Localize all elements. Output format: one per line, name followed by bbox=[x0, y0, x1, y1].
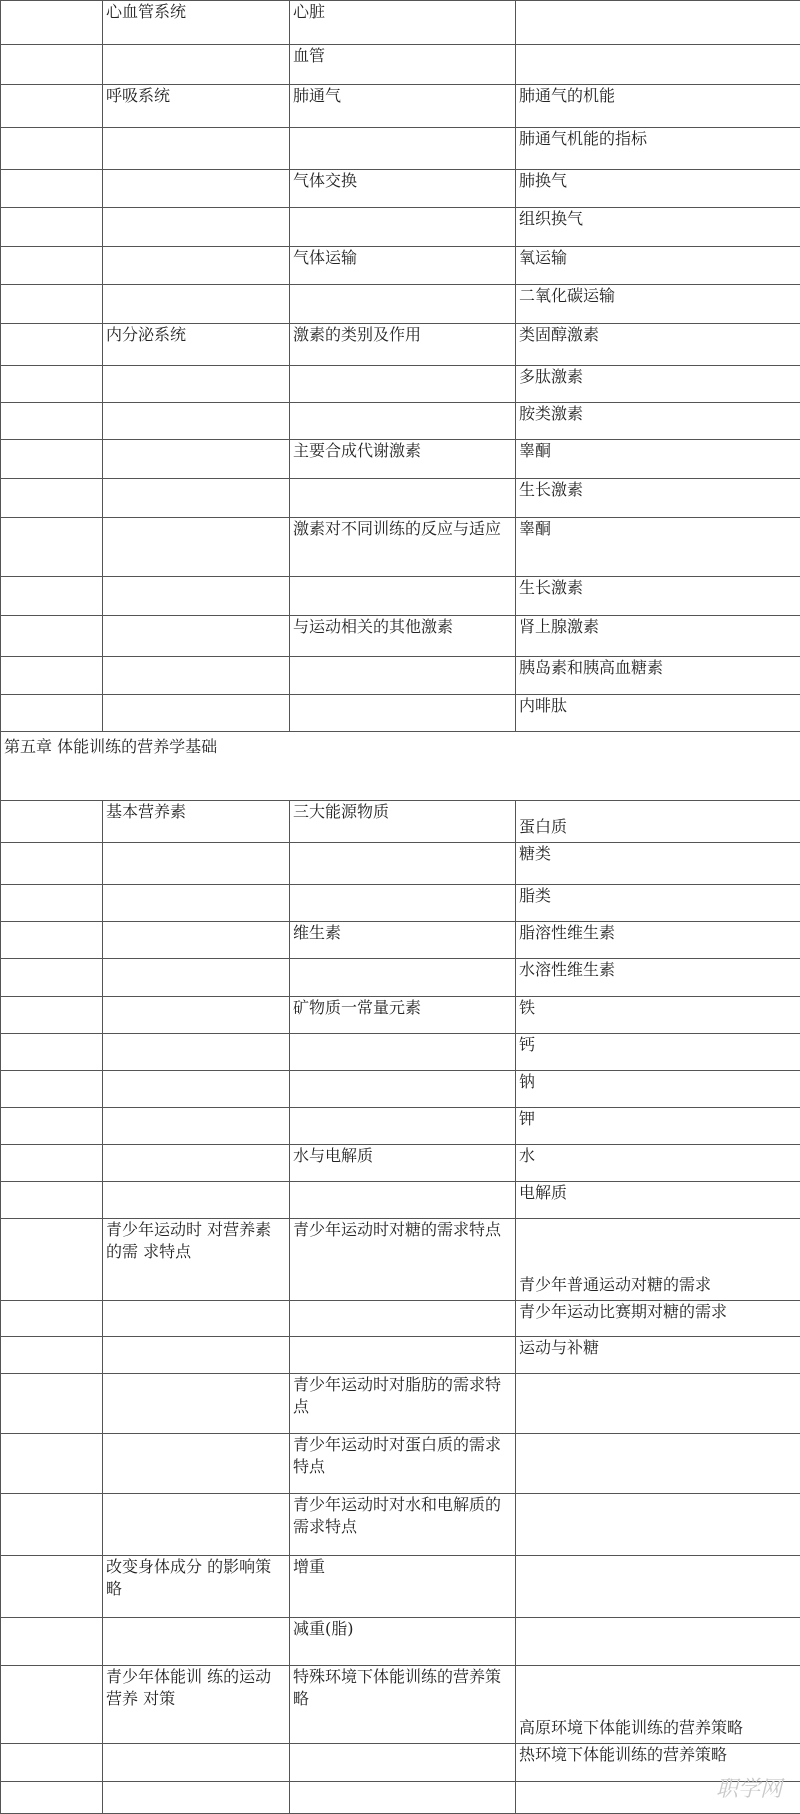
cell-level1 bbox=[1, 1301, 103, 1337]
table-row bbox=[1, 1556, 800, 1618]
table-row bbox=[1, 801, 800, 843]
table-row bbox=[1, 695, 800, 732]
cell-level2: 青少年运动时 对营养素的需 求特点 bbox=[103, 1219, 290, 1301]
table-row bbox=[1, 1666, 800, 1744]
cell-level2 bbox=[103, 285, 290, 324]
table-row bbox=[1, 1744, 800, 1782]
cell-level3: 青少年运动时对脂肪的需求特点 bbox=[290, 1374, 516, 1434]
cell-level2 bbox=[103, 695, 290, 732]
cell-level4 bbox=[516, 1, 800, 45]
cell-level4: 组织换气 bbox=[516, 208, 800, 247]
table-row bbox=[1, 1301, 800, 1337]
cell-level2 bbox=[103, 208, 290, 247]
cell-level2 bbox=[103, 959, 290, 997]
cell-level1 bbox=[1, 1034, 103, 1071]
cell-level2 bbox=[103, 1744, 290, 1782]
cell-level3 bbox=[290, 285, 516, 324]
cell-level2 bbox=[103, 1374, 290, 1434]
cell-level1 bbox=[1, 324, 103, 366]
cell-level1 bbox=[1, 885, 103, 922]
cell-level3: 气体运输 bbox=[290, 247, 516, 285]
cell-level3 bbox=[290, 1108, 516, 1145]
cell-level2 bbox=[103, 440, 290, 479]
table-row bbox=[1, 885, 800, 922]
cell-level3: 减重(脂) bbox=[290, 1618, 516, 1666]
cell-level1 bbox=[1, 922, 103, 959]
cell-level2 bbox=[103, 366, 290, 403]
cell-level1 bbox=[1, 1071, 103, 1108]
cell-level4 bbox=[516, 1374, 800, 1434]
table-row bbox=[1, 1494, 800, 1556]
cell-level4: 胺类激素 bbox=[516, 403, 800, 440]
cell-level1 bbox=[1, 1182, 103, 1219]
table-row bbox=[1, 1, 800, 45]
cell-level4: 钠 bbox=[516, 1071, 800, 1108]
cell-level4 bbox=[516, 1494, 800, 1556]
table-row bbox=[1, 479, 800, 518]
cell-level1 bbox=[1, 577, 103, 616]
table-row bbox=[1, 922, 800, 959]
cell-level2: 基本营养素 bbox=[103, 801, 290, 843]
cell-level1 bbox=[1, 285, 103, 324]
cell-level3 bbox=[290, 695, 516, 732]
cell-level4 bbox=[516, 1618, 800, 1666]
cell-level3: 肺通气 bbox=[290, 85, 516, 128]
cell-level3 bbox=[290, 959, 516, 997]
cell-level2 bbox=[103, 128, 290, 170]
cell-level4: 睾酮 bbox=[516, 518, 800, 577]
cell-level1 bbox=[1, 1, 103, 45]
table-row bbox=[1, 1618, 800, 1666]
cell-level4: 糖类 bbox=[516, 843, 800, 885]
cell-level4: 生长激素 bbox=[516, 479, 800, 518]
table-row bbox=[1, 1374, 800, 1434]
table-row bbox=[1, 128, 800, 170]
cell-level2 bbox=[103, 1337, 290, 1374]
cell-level2: 呼吸系统 bbox=[103, 85, 290, 128]
table-row bbox=[1, 1071, 800, 1108]
cell-level4: 青少年普通运动对糖的需求 bbox=[516, 1219, 800, 1301]
cell-level4: 肺通气的机能 bbox=[516, 85, 800, 128]
cell-level4: 氧运输 bbox=[516, 247, 800, 285]
cell-level2 bbox=[103, 1618, 290, 1666]
cell-level4: 二氧化碳运输 bbox=[516, 285, 800, 324]
cell-level1 bbox=[1, 1744, 103, 1782]
cell-level3 bbox=[290, 479, 516, 518]
cell-level4: 蛋白质 bbox=[516, 801, 800, 843]
table-row bbox=[1, 85, 800, 128]
cell-level3 bbox=[290, 1182, 516, 1219]
cell-level3: 主要合成代谢激素 bbox=[290, 440, 516, 479]
cell-level4: 运动与补糖 bbox=[516, 1337, 800, 1374]
cell-level3: 心脏 bbox=[290, 1, 516, 45]
cell-level1 bbox=[1, 403, 103, 440]
table-row bbox=[1, 247, 800, 285]
table-row bbox=[1, 616, 800, 657]
cell-level2 bbox=[103, 616, 290, 657]
cell-level1 bbox=[1, 1556, 103, 1618]
cell-level1 bbox=[1, 997, 103, 1034]
cell-level2 bbox=[103, 1071, 290, 1108]
chapter-row bbox=[1, 732, 800, 801]
cell-level4: 电解质 bbox=[516, 1182, 800, 1219]
cell-level2 bbox=[103, 1494, 290, 1556]
cell-level4: 睾酮 bbox=[516, 440, 800, 479]
cell-level3: 矿物质一常量元素 bbox=[290, 997, 516, 1034]
cell-level3: 血管 bbox=[290, 45, 516, 85]
cell-level1 bbox=[1, 657, 103, 695]
cell-level2 bbox=[103, 843, 290, 885]
cell-level3 bbox=[290, 366, 516, 403]
cell-level4: 胰岛素和胰高血糖素 bbox=[516, 657, 800, 695]
table-row bbox=[1, 403, 800, 440]
cell-level2 bbox=[103, 170, 290, 208]
cell-level3: 激素的类别及作用 bbox=[290, 324, 516, 366]
cell-level2 bbox=[103, 1034, 290, 1071]
cell-level1 bbox=[1, 479, 103, 518]
cell-level2 bbox=[103, 1434, 290, 1494]
cell-level3 bbox=[290, 657, 516, 695]
cell-level2 bbox=[103, 1301, 290, 1337]
cell-level1 bbox=[1, 208, 103, 247]
cell-level2 bbox=[103, 997, 290, 1034]
cell-level1 bbox=[1, 440, 103, 479]
cell-level2: 内分泌系统 bbox=[103, 324, 290, 366]
cell-level3: 青少年运动时对蛋白质的需求特点 bbox=[290, 1434, 516, 1494]
table-row bbox=[1, 170, 800, 208]
cell-level2 bbox=[103, 479, 290, 518]
cell-level4: 水 bbox=[516, 1145, 800, 1182]
cell-level2 bbox=[103, 1182, 290, 1219]
cell-level4: 类固醇激素 bbox=[516, 324, 800, 366]
cell-level3 bbox=[290, 577, 516, 616]
cell-level1 bbox=[1, 1666, 103, 1744]
table-row bbox=[1, 1434, 800, 1494]
cell-level2 bbox=[103, 518, 290, 577]
cell-level4 bbox=[516, 45, 800, 85]
cell-level3: 青少年运动时对糖的需求特点 bbox=[290, 1219, 516, 1301]
cell-level2 bbox=[103, 403, 290, 440]
cell-level2 bbox=[103, 657, 290, 695]
cell-level3: 与运动相关的其他激素 bbox=[290, 616, 516, 657]
cell-level2 bbox=[103, 885, 290, 922]
cell-level4: 铁 bbox=[516, 997, 800, 1034]
cell-level2 bbox=[103, 577, 290, 616]
table-row bbox=[1, 1182, 800, 1219]
table-row bbox=[1, 1145, 800, 1182]
cell-level1 bbox=[1, 1337, 103, 1374]
cell-level3 bbox=[290, 128, 516, 170]
cell-level1 bbox=[1, 959, 103, 997]
table-row bbox=[1, 1337, 800, 1374]
cell-level3: 激素对不同训练的反应与适应 bbox=[290, 518, 516, 577]
cell-level3 bbox=[290, 403, 516, 440]
cell-level3: 青少年运动时对水和电解质的需求特点 bbox=[290, 1494, 516, 1556]
table-row bbox=[1, 657, 800, 695]
table-row bbox=[1, 997, 800, 1034]
cell-level1 bbox=[1, 1618, 103, 1666]
table-row bbox=[1, 285, 800, 324]
cell-level1 bbox=[1, 1374, 103, 1434]
cell-level1 bbox=[1, 801, 103, 843]
cell-level3 bbox=[290, 1337, 516, 1374]
cell-level3: 三大能源物质 bbox=[290, 801, 516, 843]
table-row bbox=[1, 1034, 800, 1071]
cell-level1 bbox=[1, 695, 103, 732]
cell-level3 bbox=[290, 1744, 516, 1782]
cell-level4: 脂溶性维生素 bbox=[516, 922, 800, 959]
watermark-logo: 职学网 bbox=[716, 1772, 782, 1803]
table-row bbox=[1, 324, 800, 366]
cell-level1 bbox=[1, 85, 103, 128]
cell-level1 bbox=[1, 366, 103, 403]
cell-level1 bbox=[1, 1108, 103, 1145]
cell-level3: 维生素 bbox=[290, 922, 516, 959]
cell-level1 bbox=[1, 1219, 103, 1301]
cell-level4: 多肽激素 bbox=[516, 366, 800, 403]
table-row bbox=[1, 366, 800, 403]
table-row bbox=[1, 1108, 800, 1145]
cell-level4: 肺通气机能的指标 bbox=[516, 128, 800, 170]
table-row bbox=[1, 843, 800, 885]
cell-level3 bbox=[290, 1301, 516, 1337]
cell-level3 bbox=[290, 1071, 516, 1108]
cell-level3: 特殊环境下体能训练的营养策略 bbox=[290, 1666, 516, 1744]
table-row bbox=[1, 440, 800, 479]
cell-level1 bbox=[1, 128, 103, 170]
cell-level2: 改变身体成分 的影响策略 bbox=[103, 1556, 290, 1618]
cell-level4: 钙 bbox=[516, 1034, 800, 1071]
table-row bbox=[1, 208, 800, 247]
table-row bbox=[1, 518, 800, 577]
cell-level2 bbox=[103, 1145, 290, 1182]
cell-level4: 肺换气 bbox=[516, 170, 800, 208]
cell-level3 bbox=[290, 208, 516, 247]
cell-level4: 内啡肽 bbox=[516, 695, 800, 732]
cell-level4: 青少年运动比赛期对糖的需求 bbox=[516, 1301, 800, 1337]
cell-level1 bbox=[1, 1494, 103, 1556]
cell-level3: 增重 bbox=[290, 1556, 516, 1618]
chapter-title: 第五章 体能训练的营养学基础 bbox=[1, 732, 800, 801]
cell-level3 bbox=[290, 1034, 516, 1071]
cell-level2 bbox=[103, 922, 290, 959]
cell-level1 bbox=[1, 45, 103, 85]
cell-level4: 肾上腺激素 bbox=[516, 616, 800, 657]
cell-level3: 气体交换 bbox=[290, 170, 516, 208]
cell-level4: 水溶性维生素 bbox=[516, 959, 800, 997]
cell-level3: 水与电解质 bbox=[290, 1145, 516, 1182]
cell-level2 bbox=[103, 45, 290, 85]
cell-level1 bbox=[1, 247, 103, 285]
cell-level1 bbox=[1, 843, 103, 885]
cell-level4 bbox=[516, 1556, 800, 1618]
table-row bbox=[1, 1219, 800, 1301]
cell-level3 bbox=[290, 843, 516, 885]
cell-level2: 青少年体能训 练的运动营养 对策 bbox=[103, 1666, 290, 1744]
cell-level3 bbox=[290, 885, 516, 922]
cell-level1 bbox=[1, 170, 103, 208]
cell-level4: 热环境下体能训练的营养策略 bbox=[516, 1744, 800, 1782]
table-row bbox=[1, 959, 800, 997]
table-row bbox=[1, 577, 800, 616]
cell-level2 bbox=[103, 247, 290, 285]
cell-level4: 脂类 bbox=[516, 885, 800, 922]
cell-level1 bbox=[1, 616, 103, 657]
cell-level4: 钾 bbox=[516, 1108, 800, 1145]
table-row bbox=[1, 45, 800, 85]
cell-level4: 高原环境下体能训练的营养策略 bbox=[516, 1666, 800, 1744]
cell-level1 bbox=[1, 1145, 103, 1182]
cell-level4 bbox=[516, 1434, 800, 1494]
cell-level2: 心血管系统 bbox=[103, 1, 290, 45]
cell-level2 bbox=[103, 1108, 290, 1145]
cell-level1 bbox=[1, 518, 103, 577]
cell-level1 bbox=[1, 1434, 103, 1494]
cell-level4: 生长激素 bbox=[516, 577, 800, 616]
